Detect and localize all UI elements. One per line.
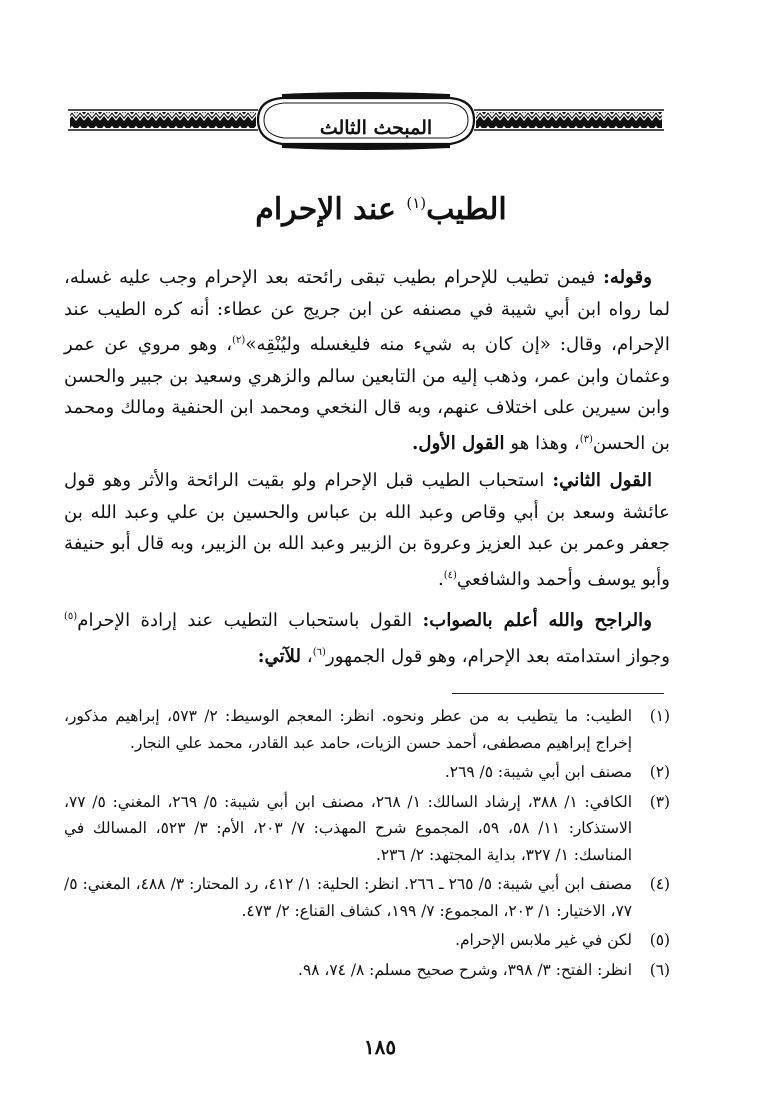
- paragraph-text: وجواز استدامته بعد الإحرام، وهو قول الجمهور: [325, 645, 670, 667]
- footnote: [64, 957, 670, 984]
- title-part2: عند الإحرام: [255, 192, 396, 227]
- paragraph-text: ، وهذا هو: [504, 432, 580, 454]
- footnote: [64, 927, 670, 954]
- footnote-text: لكن في غير ملابس الإحرام.: [455, 931, 632, 949]
- paragraph-text: استحباب الطيب قبل الإحرام ولو بقيت الرائحة والأثر وهو قول عائشة وسعد بن أبي وقاص وعبد الله بن عباس والحسين بن علي وعبد الله بن جعفر وعمر بن عبد العزيز وعروة بن الزبير وعبد الله بن الزبير، وبه قال أبو حنيفة وأبو يوسف وأحمد والشافعي: [64, 470, 670, 590]
- paragraph-text: .: [437, 568, 444, 590]
- footnote-text: الكافي: ١/ ٣٨٨، إرشاد السالك: ١/ ٢٦٨، مصنف ابن أبي شيبة: ٥/ ٢٦٩، المغني: ٥/ ٧٧، الاستذكار: ١١/ ٥٨، ٥٩، المجموع شرح المهذب: ٧/ ٢٠٣، الأم: ٣/ ٥٢٣، المسالك في المناسك: ١/ ٣٢٧، بداية المجتهد: ٢/ ٢٣٦.: [64, 792, 632, 864]
- paragraph-text: ، وهو مروي عن عمر وعثمان وابن عمر، وذهب إليه من التابعين سالم والزهري وسعيد بن جبير والحسن وابن سيرين على اختلاف عنهم، وبه قال النخعي ومحمد ابن الحنفية ومالك ومحمد بن الحسن: [64, 334, 670, 454]
- paragraph-tail: للآتي:: [257, 645, 302, 667]
- footnote-number: (٦): [649, 960, 670, 979]
- footnote-number: (١): [649, 707, 670, 725]
- footnote-ref: (٣): [579, 433, 593, 445]
- section-label: المبحث الثالث: [319, 117, 433, 139]
- footnote-ref: (٥): [64, 611, 78, 623]
- footnote-text: انظر: الفتح: ٣/ ٣٩٨، وشرح صحيح مسلم: ٨/ ٧٤، ٩٨.: [298, 960, 632, 979]
- footnote-ref: (٦): [312, 646, 326, 658]
- footnote-text: مصنف ابن أبي شيبة: ٥/ ٢٦٩.: [444, 763, 632, 781]
- footnote-text: الطيب: ما يتطيب به من عطر ونحوه. انظر: المعجم الوسيط: ٢/ ٥٧٣، إبراهيم مذكور، إخراج إبراهيم مصطفى، أحمد حسن الزيات، حامد عبد القادر، محمد علي النجار.: [64, 707, 632, 752]
- footnote: [64, 871, 670, 924]
- footnote-number: (٣): [649, 792, 670, 811]
- paragraph-text: القول باستحباب التطيب عند إرادة الإحرام: [77, 610, 423, 632]
- paragraph-text: فيمن تطيب للإحرام بطيب تبقى رائحته بعد الإحرام وجب عليه غسله، لما رواه ابن أبي شيبة في مصنفه عن ابن جريج عن عطاء: أنه كره الطيب عند الإحرام، وقال: «إن كان به شيء منه فليغسله وليُنْقِه»: [64, 267, 670, 356]
- footnote: [64, 759, 670, 786]
- paragraph-1: [64, 262, 670, 459]
- footnote-ref: (٢): [232, 335, 246, 346]
- paragraph-3: [64, 601, 670, 672]
- footnote: [64, 789, 670, 869]
- footnote-number: (٢): [649, 763, 670, 781]
- paragraph-lead: القول الثاني:: [552, 470, 652, 492]
- title-part1: الطيب: [426, 192, 507, 227]
- footnote-number: (٥): [649, 931, 670, 949]
- paragraph-tail: القول الأول.: [412, 432, 505, 454]
- page-number: ١٨٥: [363, 1035, 397, 1059]
- footnote-text: مصنف ابن أبي شيبة: ٥/ ٢٦٥ ـ ٢٦٦. انظر: الحلية: ١/ ٤١٢، رد المحتار: ٣/ ٤٨٨، المغني: ٥/ ٧٧، الاختيار: ١/ ٢٠٣، المجموع: ٧/ ١٩٩، كشاف القناع: ٢/ ٤٧٣.: [64, 875, 632, 920]
- footnotes: [64, 703, 670, 986]
- page-title: [150, 178, 612, 228]
- title-footnote-ref: (١): [406, 194, 427, 212]
- paragraph-2: [64, 465, 670, 595]
- footnote-divider: [452, 693, 664, 694]
- body-text: [64, 262, 670, 678]
- footnote: [64, 703, 670, 756]
- paragraph-lead: والراجح والله أعلم بالصواب:: [422, 610, 653, 632]
- footnote-ref: (٤): [443, 569, 457, 581]
- paragraph-lead: وقوله:: [603, 267, 652, 288]
- paragraph-text: ،: [301, 645, 313, 667]
- footnote-number: (٤): [649, 875, 670, 893]
